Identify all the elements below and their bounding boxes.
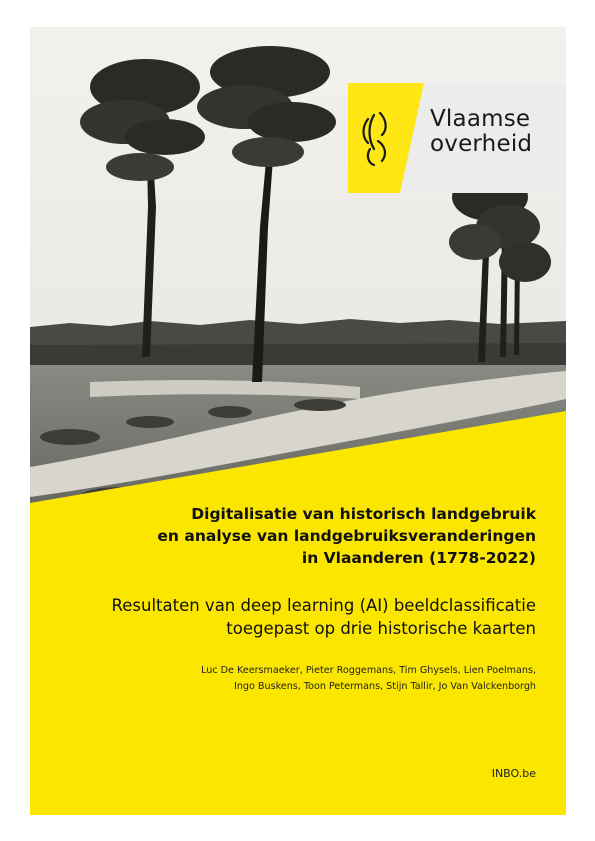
publisher-link[interactable]: INBO.be	[491, 767, 536, 780]
authors-line-1: Luc De Keersmaeker, Pieter Roggemans, Tim Ghysels, Lien Poelmans,	[201, 665, 536, 676]
cover-page	[30, 27, 566, 815]
logo-line-2: overheid	[430, 131, 533, 157]
subtitle-line-1: Resultaten van deep learning (AI) beeldclassificatie	[111, 596, 536, 615]
logo-line-1: Vlaamse	[430, 106, 531, 132]
title-line-1: Digitalisatie van historisch landgebruik	[191, 505, 536, 523]
subtitle-line-2: toegepast op drie historische kaarten	[226, 619, 536, 638]
author-list	[36, 663, 536, 695]
lion-icon	[348, 83, 400, 193]
logo-wordmark	[430, 107, 532, 157]
vlaamse-overheid-logo	[348, 83, 566, 193]
authors-line-2: Ingo Buskens, Toon Petermans, Stijn Tallir, Jo Van Valckenborgh	[234, 681, 536, 692]
title-line-3: in Vlaanderen (1778-2022)	[301, 549, 536, 567]
report-title	[96, 503, 536, 569]
title-line-2: en analyse van landgebruiksveranderingen	[157, 527, 536, 545]
report-subtitle	[36, 594, 536, 640]
